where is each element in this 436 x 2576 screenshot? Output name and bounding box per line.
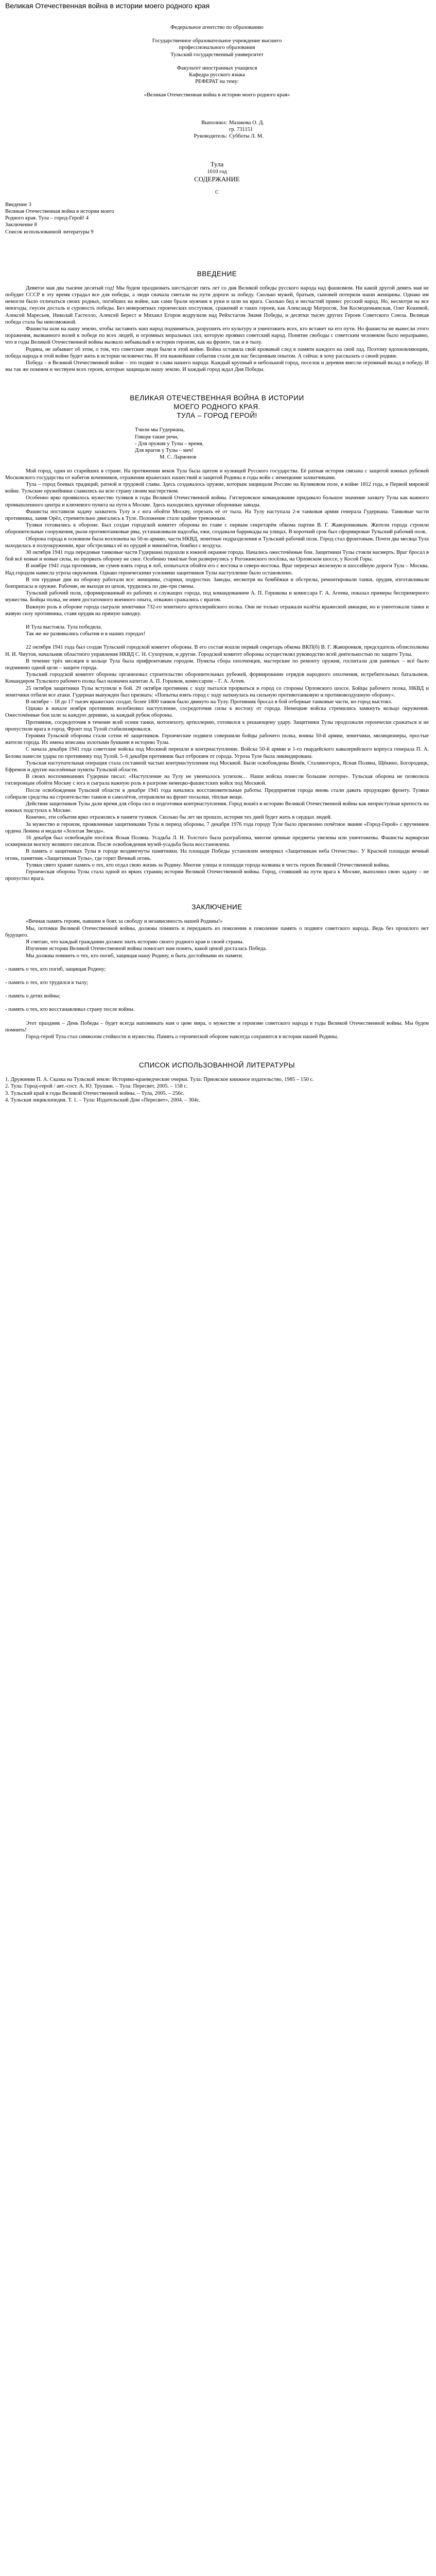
conclusion-list-item: - память о тех, кто трудился в тылу; — [5, 979, 89, 986]
institution-line: Тульский государственный университет — [170, 52, 264, 58]
main-paragraph: Туляки готовились к обороне. Был создан городской комитет обороны во главе с первым секретарём обкома партии В. Г. Жаворонковым. Жители города строили оборонительные сооружения, рыли противотанковые рвы, устанавливали надолбы, ежи, создавали баррикады на улицах. В короткий срок был сформирован Тульский рабочий полк. — [5, 522, 429, 535]
contents-item[interactable]: Заключение 8 — [5, 222, 37, 228]
bibliography-item: 3. Тульский край в годы Великой Отечественной войны. – Тула, 2005. – 256с. — [5, 1090, 185, 1096]
contents-list — [5, 201, 429, 235]
contents-title: СОДЕРЖАНИЕ — [194, 175, 240, 183]
introduction-paragraph: Девятое мая два тысячи десятый год! Мы будем праздновать шестьдесят пять лет со дня Великой победы русского народа над фашизмом. Ни какой другой девять мая не побудит СССР в эту время страдал все для победы, а люди сначала сметали на пути дороги за победу. Сколько мужей, братьев, сыновей потеряли наши женщины. Однако им немогли было отличаться своих родных, погибших на войне, как сами брали мужчин в руки и шли на врага. Сколько бед и несчастий принес русский народ. Но, несмотря на все невзгоды, гнусен досталь и суровость победы. Без невероятных героических поступков, сражений и таких героев, как Александр Матросов, Зоя Космодемьянская, Олег Кошевой, Алексей Маресьев, Николай Гастелло, Алексей Берест и Михаил Егоров водрузили над Рейхстагом Знамя Победы, и десятки тысяч других Героев Советского Союза. Великая победа стала бы невозможной. — [5, 285, 429, 325]
contents-item[interactable]: Введение 3 — [5, 201, 31, 208]
main-paragraph: Героями Тульской обороны стали сотни её защитников. Героические подвиги совершили бойцы рабочего полка, воины 50-й армии, зенитчики, милиционеры, простые жители города. Их имена вписаны золотыми буквами в историю Тулы. — [5, 733, 429, 746]
institution-line: Государственное образовательное учреждение высшего — [152, 38, 282, 44]
main-paragraph: 25 октября защитники Тулы вступили в бой. 29 октября противник с ходу пытался прорваться в город со стороны Орловского шоссе. Бойцы рабочего полка, НКВД и зенитчики отбили все атаки. Гудериан вынужден был признать: «Попытка взять город с ходу наткнулась на сильную противотанковую и противовоздушную оборону». — [5, 685, 429, 698]
main-paragraph: Важную роль в обороне города сыграли зенитчики 732-го зенитного артиллерийского полка. Они не только отражали налёты вражеской авиации, но и уничтожали танки и живую силу противника, ставя орудия на прямую наводку. — [5, 604, 429, 617]
conclusion-paragraph: Я считаю, что каждый гражданин должен знать историю своего родного края и своей страны. — [26, 939, 244, 945]
institution-line: профессионального образования — [179, 45, 255, 51]
conclusion-final: Город-герой Тула стал символом стойкости и мужества. Память о героической обороне навсегда сохранится в истории нашей Родины. — [26, 1033, 338, 1040]
bibliography-title: СПИСОК ИСПОЛЬЗОВАННОЙ ЛИТЕРАТУРЫ — [139, 1061, 295, 1070]
contents-item[interactable]: Родного края. Тула – город-Герой! 4 — [5, 215, 89, 222]
main-paragraph: Конечно, эти события ярко отразились в памяти туляков. Сколько бы лет ни прошло, история тех дней будет жить в сердцах людей. — [26, 815, 332, 821]
main-paragraph: Особенно ярко проявилось мужество туляков в годы Великой Отечественной войны. Гитлеровское командование придавало большое значение захвату Тулы как важного промышленного центра и ключевого пункта на пути к Москве. Здесь находились крупные оборонные заводы. — [5, 495, 429, 508]
conclusion-paragraph: Изучение истории Великой Отечественной войны помогает нам понять, какой ценой досталась Победа. — [26, 946, 267, 952]
poem-line: - Для оружия у Тулы – время, — [135, 440, 204, 447]
supervisor-row — [5, 133, 429, 140]
poem-line: Тчили мы Гудериана, — [135, 427, 185, 433]
main-title-line: ВЕЛИКАЯ ОТЕЧЕСТВЕННАЯ ВОЙНА В ИСТОРИИ — [130, 394, 304, 402]
contents-item[interactable]: Великая Отечественная война в истории моего — [5, 209, 114, 215]
main-paragraph: Тульский рабочий полк, сформированный из рабочих и служащих города, под командованием А. П. Горшкова и комиссара Г. А. Агеева, показал примеры беспримерного мужества. Бойцы полка, не имея достаточного военного опыта, отважно сражались с врагом. — [5, 590, 429, 603]
introduction-paragraph: Фашисты шли на нашу землю, чтобы заставить наш народ подчиняться, разрушить его культуру и уничтожить всех, кто встанет на его пути. Но фашисты не вынесли этого поражения, вызванного волей к победе по всех людей, и огромных моральных сил, которую проявил советский народ. Понятие свободы с советским человеком было неразрывно, что в годы Великой Отечественной войны вызвало небывалый в истории героизм, как на фронте, так и в тылу. — [5, 326, 429, 346]
poem-line: Для врагов у Тулы – меч! — [135, 448, 194, 454]
main-paragraph: И Тула выстояла. Тула победила. — [26, 624, 102, 630]
faculty: Факультет иностранных учащихся — [177, 65, 257, 71]
main-paragraph: С начала декабря 1941 года советские войска под Москвой перешли в контрнаступление. Войска 50-й армии и 1-го гвардейского кавалерийского корпуса генерала П. А. Белова нанесли удары по противнику под Тулой. 5–6 декабря противник был отброшен от города. Угроза Туле была ликвидирована. — [5, 747, 429, 759]
main-paragraph: 30 октября 1941 года передовые танковые части Гудериана подошли к южной окраине города. Начались ожесточённые бои. Защитники Тулы стояли насмерть. Враг бросал в бой всё новые и новые силы, но прорвать оборону не смог. Особенно тяжёлые бои развернулись у Рогожинского посёлка, на Орловском шоссе, у Косой Горы. — [5, 549, 429, 563]
introduction-title: ВВЕДЕНИЕ — [197, 269, 237, 278]
conclusion-paragraph: Мы должны помнить о тех, кто погиб, защищая нашу Родину, и быть достойными их памяти. — [26, 953, 243, 959]
title-page — [5, 18, 429, 175]
main-paragraph: В октябре – 18 до 17 тысяч вражеских солдат, более 1800 танков было двинуто на Тулу. Противник бросал в бой отборные танковые части, но город выстоял. — [26, 699, 392, 705]
main-paragraph: 22 октября 1941 года был создан Тульский городской комитет обороны. В его состав вошли первый секретарь обкома ВКП(б) В. Г. Жаворонков, председатель облисполкома Н. И. Чмутов, начальник областного управления НКВД С. Н. Сухоруков, и другие. Городской комитет обороны осуществлял руководство всей деятельностью по защите Тулы. — [5, 645, 429, 657]
main-paragraph: Тульский городской комитет обороны организовал строительство оборонительных рубежей, формирование отрядов народного ополчения, истребительных батальонов. Командиром Тульского рабочего полка был назначен капитан А. П. Горшков, комиссаром – Г. А. Агеев. — [5, 672, 429, 685]
introduction-paragraph: Родина, не забывает об этом, о том, что советские люди были в этой войне. Война оставила свой кровавый след в памяти каждого на свой лад. Поэтому вдохновляющим, победа народа в этой войне будет жить в истории человечества. И эти важнейшие события стали для нас бесценным опытом. А сейчас я хочу рассказать о своей родине. — [5, 346, 429, 359]
conclusion-list-item: - память о тех, кто восстанавливал страну после войны. — [5, 1007, 135, 1013]
main-paragraph: В память о защитниках Тулы в городе воздвигнуты памятники. На площади Победы установлен мемориал «Защитникам неба Отечества». У Красной площади вечный огонь, памятник «Защитникам Тулы», где горит Вечный огонь. — [5, 849, 429, 861]
year: 1010 год — [207, 169, 227, 175]
performer-name: Мазакова О. Д. — [229, 120, 264, 126]
main-paragraph: Туляки свято хранят память о тех, кто отдал свою жизнь за Родину. Многие улицы и площади города названы в честь героев Великой Отечественной войны. — [26, 862, 390, 868]
main-paragraph: Героическая оборона Тулы стала одной из ярких страниц истории Великой Отечественной войны. Город, стоявший на пути врага к Москве, выполнил свою задачу – не пропустил врага. — [5, 869, 429, 882]
contents-item[interactable]: Список использованной литературы 9 — [5, 229, 94, 235]
conclusion-title: ЗАКЛЮЧЕНИЕ — [191, 903, 242, 911]
supervisor-label: Руководитель: — [194, 133, 227, 140]
main-title-line: МОЕГО РОДНОГО КРАЯ. — [173, 403, 260, 411]
contents-page-col: С — [215, 190, 219, 196]
main-paragraph: Оборона города в основном была возложена на 50-ю армию, части НКВД, зенитные подразделения и Тульский рабочий полк. Город стал фронтовым. Почти два месяца Тула находилась в полуокружении, враг обстреливал её из орудий и миномётов, бомбил с воздуха. — [5, 536, 429, 549]
main-paragraph: В течение трёх месяцев в кольце Тула была прифронтовым городом. Пункты сбора ополченцев, мастерские по ремонту оружия, госпитали для раненых – всё было подчинено одной цели – защите города. — [5, 658, 429, 671]
main-title-line: ТУЛА – ГОРОД ГЕРОЙ! — [177, 412, 257, 420]
conclusion-list-item: - память о детях войны; — [5, 993, 61, 999]
conclusion-paragraph: Мы, потомки Великой Отечественной войны, должны помнить и передавать из поколения в поколение память о подвиге советского народа. Ведь без прошлого нет будущего. — [5, 925, 429, 938]
performer-label: Выполнил: — [201, 120, 227, 126]
topic: «Великая Отечественная война в истории моего родного края» — [144, 92, 290, 98]
city: Тула — [210, 160, 224, 168]
main-paragraph: После освобождения Тульской области в декабре 1941 года начались восстановительные работы. Предприятия города вновь стали давать продукцию фронту. Туляки собирали средства на строительство танков и самолётов, отправляли на фронт посылки, тёплые вещи. — [5, 787, 429, 800]
bibliography-item: 4. Тульская энциклопедия. Т. 1. – Тула: Издательский Дом «Пересвет», 2004. – 304с. — [5, 1097, 201, 1103]
conclusion-epigraph: «Вечная память героям, павшим в боях за свободу и независимость нашей Родины!» — [26, 919, 223, 925]
group-row — [5, 126, 429, 133]
main-paragraph: В своих воспоминаниях Гудериан писал: «Наступление на Тулу не увенчалось успехом… Наши войска понесли большие потери». Тульская оборона не позволила гитлеровцам обойти Москву с юга и сыграла важную роль в разгроме немецко-фашистских войск под Москвой. — [5, 774, 429, 787]
main-paragraph: Однако в начале ноября противник возобновил наступление, сосредоточив силы к востоку от города. Немецкие войска стремились замкнуть кольцо окружения. Ожесточённые бои шли за каждую деревню, за каждый рубеж обороны. — [5, 706, 429, 719]
bibliography-item: 1. Дружинин П. А. Сказка на Тульской земле: Историко-краеведческие очерки. Тула: Приокское книжное издательство, 1985 – 150 с. — [5, 1077, 314, 1083]
conclusion-final: Этот праздник – День Победы – будет всегда напоминать нам о цене мира, о мужестве и героизме советского народа в годы Великой Отечественной войны. Мы будем помнить! — [5, 1020, 429, 1033]
main-paragraph: Фашисты поставили задачу захватить Тулу и с юга обойти Москву, отрезать её от тыла. На Тулу наступала 2-я танковая армия генерала Гудериана. Танковые части противника, заняв Орёл, стремительно двигались к Туле. Положение стало крайне тревожным. — [5, 509, 429, 521]
main-paragraph: Мой город, один из старейших в стране. На протяжении веков Тула была щитом и кузницей Русского государства. Её ратная история связана с защитой южных рубежей Московского государства от набегов кочевников, отражения вражеских нашествий и защитой Родины в годы войн с немецкими захватчиками. — [5, 468, 429, 481]
department: Кафедра русского языка — [189, 72, 245, 78]
conclusion-list-item: - память о тех, кто погиб, защищая Родину; — [5, 966, 106, 972]
supervisor-name: Субботы Л. М. — [229, 133, 264, 140]
main-paragraph: В эти трудные дни на оборону работали все: женщины, старики, подростки. Заводы, несмотря на бомбёжки и обстрелы, ремонтировали танки, орудия, изготавливали боеприпасы и оружие. Рабочие, не выходя из цехов, трудились по две-три смены. — [5, 577, 429, 589]
bibliography-item: 2. Тула: Город-герой / авт.-сост. А. Ю. Трушин. – Тула: Пересвет, 2005. – 158 с. — [5, 1083, 188, 1090]
main-paragraph: Действия защитников Тулы дали время для сбора сил и подготовки контрнаступления. Город вошёл в историю Великой Отечественной войны как неприступная крепость на южных подступах к Москве. — [5, 801, 429, 814]
work-type: РЕФЕРАТ на тему: — [195, 79, 239, 85]
main-paragraph: Тула – город боевых традиций, ратной и трудовой славы. Здесь создавалось оружие, которым защищали Россию на Куликовом поле, в войне 1812 года, в Первой мировой войне. Тульские оружейники славились на всю страну своим мастерством. — [5, 481, 429, 495]
document-heading: Великая Отечественная война в истории моего родного края — [5, 2, 210, 10]
introduction-closing: Победа – в Великой Отечественной войне – это подвиг и слава нашего народа. Каждый крупный и небольшой город, поселок и деревня внесли огромный вклад в победу. И мы так же помним и чествуем всех героев, которые защищали нашу землю. И каждый город ждал Дня Победы. — [5, 360, 429, 373]
poem-line: Говоря такие речи, — [135, 434, 179, 440]
performer-row — [5, 120, 429, 126]
main-paragraph: Тульская наступательная операция стала составной частью контрнаступления под Москвой. Были освобождены Венёв, Сталиногорск, Ясная Поляна, Щёкино, Богородицк, Ефремов и другие населённые пункты Тульской области. — [5, 760, 429, 773]
poem-author: М. С. Ларионов — [160, 454, 197, 461]
main-paragraph: В ноябре 1941 года противник, не сумев взять город в лоб, попытался обойти его с востока и северо-востока. Враг перерезал железную и шоссейную дороги Тула – Москва. Над городом нависла угроза окружения. Однако героическими усилиями защитников Тулы наступление было остановлено. — [5, 563, 429, 576]
main-paragraph: Так же же развивались события и в наших городах! — [26, 631, 146, 637]
group: гр. 731151 — [229, 126, 253, 132]
ministry: Федеральное агентство по образованию — [170, 25, 264, 30]
main-paragraph: За мужество и героизм, проявленные защитниками Тулы в период обороны, 7 декабря 1976 года городу Туле было присвоено почётное звание «Город-Герой» с вручением ордена Ленина и медали «Золотая Звезда». — [5, 821, 429, 834]
main-paragraph: 16 декабря был освобождён посёлок Ясная Поляна. Усадьба Л. Н. Толстого была разграблена, многие ценные предметы увезены или уничтожены. Фашисты варварски осквернили могилу великого писателя. После освобождения музей-усадьба была восстановлена. — [5, 835, 429, 848]
main-paragraph: Противник, сосредоточив в течение всей осени танки, мотопехоту, артиллерию, готовился к решающему удару. Защитники Тулы продолжали героически сражаться и не пропустили врага в город. Фронт под Тулой стабилизировался. — [5, 719, 429, 732]
